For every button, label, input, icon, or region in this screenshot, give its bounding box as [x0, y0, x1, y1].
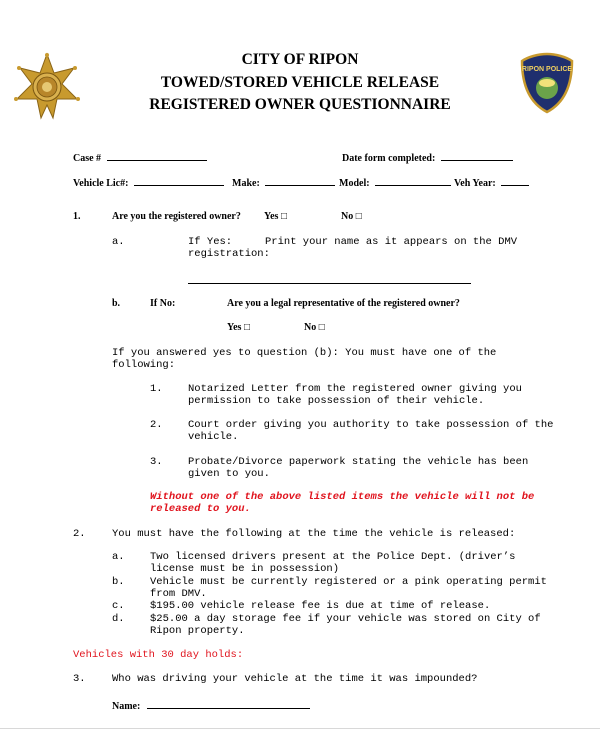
q2-item-text: Ripon property. — [150, 625, 245, 637]
list-item-number: 3. — [150, 456, 163, 468]
warning-text-2: released to you. — [150, 503, 251, 515]
make-line[interactable] — [265, 176, 335, 186]
q2-number: 2. — [73, 528, 86, 540]
warning-text-1: Without one of the above listed items the vehicle will not be — [150, 491, 535, 503]
case-label: Case # — [73, 153, 102, 164]
page-bottom-divider — [0, 728, 600, 729]
q2-item-text: license must be in possession) — [150, 563, 340, 575]
q2-item-text: Two licensed drivers present at the Police Dept. (driver’s — [150, 551, 516, 563]
q2-item-letter: d. — [112, 613, 125, 625]
q1-text: Are you the registered owner? — [112, 211, 241, 222]
holds-label: Vehicles with 30 day holds: — [73, 649, 244, 661]
model-line[interactable] — [375, 176, 451, 186]
page-title-city: CITY OF RIPON — [241, 51, 359, 68]
q1b-no-checkbox[interactable]: No □ — [304, 322, 325, 333]
q1b-letter: b. — [112, 298, 121, 309]
case-field[interactable] — [73, 151, 207, 164]
q1b-text: Are you a legal representative of the registered owner? — [227, 298, 460, 309]
q1a-text-2: registration: — [188, 248, 270, 260]
year-line[interactable] — [501, 176, 529, 186]
page-title-questionnaire: REGISTERED OWNER QUESTIONNAIRE — [149, 96, 451, 113]
list-item-number: 1. — [150, 383, 163, 395]
make-label: Make: — [232, 178, 260, 189]
q2-item-letter: c. — [112, 600, 125, 612]
registration-name-line[interactable] — [188, 283, 471, 284]
vehicle-lic-field[interactable] — [73, 176, 224, 189]
list-item-text: Notarized Letter from the registered owner giving you — [188, 383, 522, 395]
q1b-if: If No: — [150, 298, 176, 309]
driver-name-line[interactable] — [147, 699, 310, 709]
q2-item-text: from DMV. — [150, 588, 207, 600]
q2-item-text: $195.00 vehicle release fee is due at time of release. — [150, 600, 491, 612]
list-item-number: 2. — [150, 419, 163, 431]
date-label: Date form completed: — [342, 153, 436, 164]
q1b-yes-checkbox[interactable]: Yes □ — [227, 322, 250, 333]
page-title-release: TOWED/STORED VEHICLE RELEASE — [160, 74, 440, 91]
model-field[interactable] — [339, 176, 451, 189]
q2-item-text: $25.00 a day storage fee if your vehicle was stored on City of — [150, 613, 541, 625]
q1a-if: If Yes: — [188, 236, 233, 248]
list-item-text: vehicle. — [188, 431, 239, 443]
q2-item-letter: b. — [112, 576, 125, 588]
q2-item-text: Vehicle must be currently registered or a pink operating permit — [150, 576, 547, 588]
date-line[interactable] — [441, 151, 513, 161]
model-label: Model: — [339, 178, 370, 189]
date-completed-field[interactable] — [342, 151, 513, 164]
q1-no-checkbox[interactable]: No □ — [341, 211, 362, 222]
list-item-text: permission to take possession of their vehicle. — [188, 395, 485, 407]
list-item-text: Probate/Divorce paperwork stating the vehicle has been — [188, 456, 529, 468]
q2-text: You must have the following at the time the vehicle is released: — [112, 528, 516, 540]
q3-number: 3. — [73, 673, 86, 685]
patch-text: RIPON POLICE — [521, 66, 573, 73]
q1-yes-checkbox[interactable]: Yes □ — [264, 211, 287, 222]
year-field[interactable] — [454, 176, 529, 189]
q1a-text: Print your name as it appears on the DMV — [265, 236, 518, 248]
q2-item-letter: a. — [112, 551, 125, 563]
vehicle-lic-label: Vehicle Lic#: — [73, 178, 129, 189]
vehicle-lic-line[interactable] — [134, 176, 224, 186]
list-item-text: Court order giving you authority to take possession of the — [188, 419, 554, 431]
case-line[interactable] — [107, 151, 207, 161]
q3-text: Who was driving your vehicle at the time it was impounded? — [112, 673, 478, 685]
q1a-letter: a. — [112, 236, 125, 248]
driver-name-field[interactable] — [112, 699, 310, 712]
make-field[interactable] — [232, 176, 335, 189]
answered-text-1: If you answered yes to question (b): You must have one of the — [112, 347, 497, 359]
year-label: Veh Year: — [454, 178, 496, 189]
list-item-text: given to you. — [188, 468, 270, 480]
name-label: Name: — [112, 701, 141, 712]
answered-text-2: following: — [112, 359, 176, 371]
q1-number: 1. — [73, 211, 81, 222]
